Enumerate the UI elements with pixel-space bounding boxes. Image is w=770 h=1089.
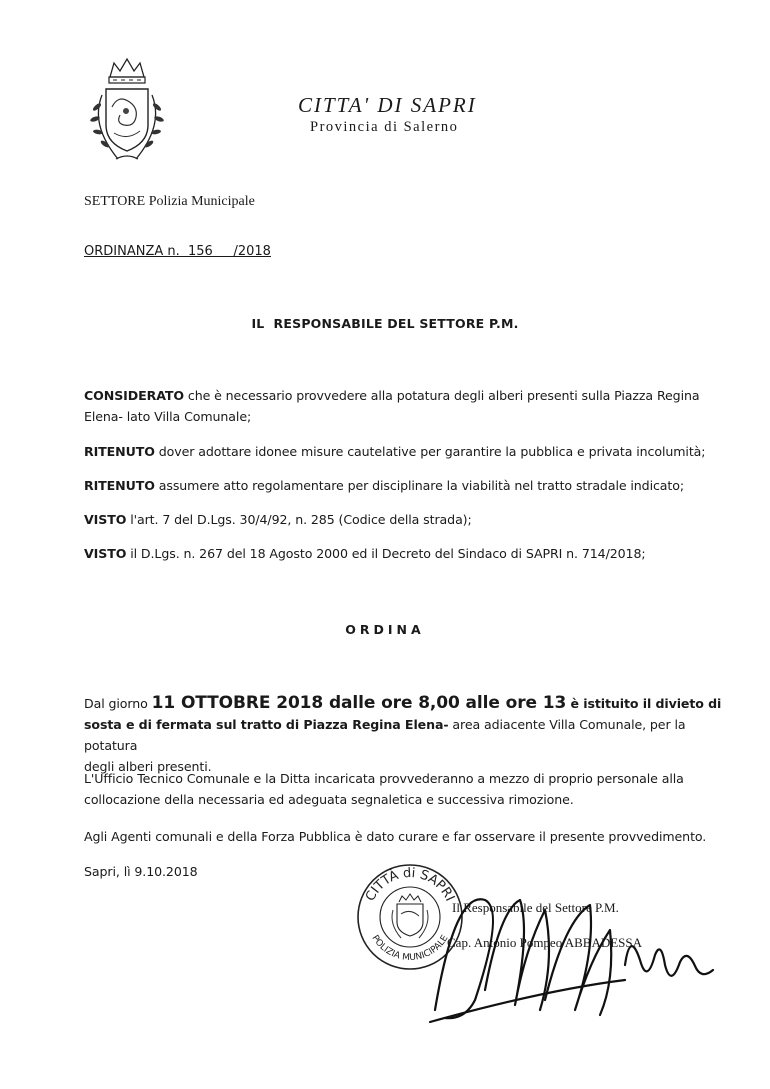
premise-visto-1 (84, 509, 472, 530)
city-name: CITTA' DI SAPRI (298, 93, 477, 117)
city-crest-logo (78, 55, 176, 170)
premise-text: assumere atto regolamentare per disciplinare la viabilità nel tratto stradale indicato; (154, 478, 684, 493)
sector-label: SETTORE Polizia Municipale (84, 194, 255, 209)
premise-keyword: VISTO (84, 512, 127, 527)
order-date-time: 11 OTTOBRE 2018 dalle ore 8,00 alle ore 13 (151, 693, 567, 713)
stamp-top-text: CITTÀ di SAPRI (363, 865, 458, 904)
premise-keyword: VISTO (84, 546, 127, 561)
office-line-2: collocazione della necessaria ed adeguata segnaletica e successiva rimozione. (84, 792, 574, 807)
province-name: Provincia di Salerno (310, 119, 459, 135)
office-line-1: L'Ufficio Tecnico Comunale e la Ditta incaricata provvederanno a mezzo di proprio personale alla (84, 771, 684, 786)
premise-considerato (84, 385, 699, 427)
premise-text: l'art. 7 del D.Lgs. 30/4/92, n. 285 (Codice della strada); (126, 512, 472, 527)
order-rest-a: area adiacente Villa Comunale, per la potatura (84, 717, 686, 753)
premise-text: che è necessario provvedere alla potatura degli alberi presenti sulla Piazza Regina (183, 388, 700, 403)
ordinance-number: ORDINANZA n. 156 /2018 (84, 244, 271, 259)
premise-visto-2 (84, 543, 646, 564)
order-paragraph (84, 693, 724, 777)
place-date: Sapri, lì 9.10.2018 (84, 864, 198, 879)
premise-text: il D.Lgs. n. 267 del 18 Agosto 2000 ed il Decreto del Sindaco di SAPRI n. 714/2018; (126, 546, 646, 561)
office-paragraph (84, 768, 684, 810)
premise-ritenuto-1 (84, 441, 705, 462)
premise-keyword: RITENUTO (84, 444, 155, 459)
order-bold-b: sosta e di fermata sul tratto di Piazza Regina Elena- (84, 717, 449, 732)
premise-text: dover adottare idonee misure cautelative per garantire la pubblica e privata incolumità; (154, 444, 706, 459)
premise-text-continued: Elena- lato Villa Comunale; (84, 409, 252, 424)
premise-keyword: CONSIDERATO (84, 388, 184, 403)
premise-keyword: RITENUTO (84, 478, 155, 493)
signature-role: Il Responsabile del Settore P.M. (452, 900, 619, 915)
ordina-heading: ORDINA (345, 622, 425, 637)
order-rest-b: degli alberi presenti. (84, 759, 212, 774)
handwritten-signature (425, 870, 725, 1030)
order-intro: Dal giorno (84, 696, 152, 711)
signature-name: Cap. Antonio Pompeo ABBADESSA (447, 935, 643, 950)
order-bold-a: è istituito il divieto di (566, 696, 722, 711)
premise-ritenuto-2 (84, 475, 684, 496)
agents-paragraph: Agli Agenti comunali e della Forza Pubblica è dato curare e far osservare il presente provvedimento. (84, 829, 707, 844)
stamp-bottom-text: POLIZIA MUNICIPALE (369, 933, 451, 964)
issuer-heading: IL RESPONSABILE DEL SETTORE P.M. (251, 316, 519, 331)
